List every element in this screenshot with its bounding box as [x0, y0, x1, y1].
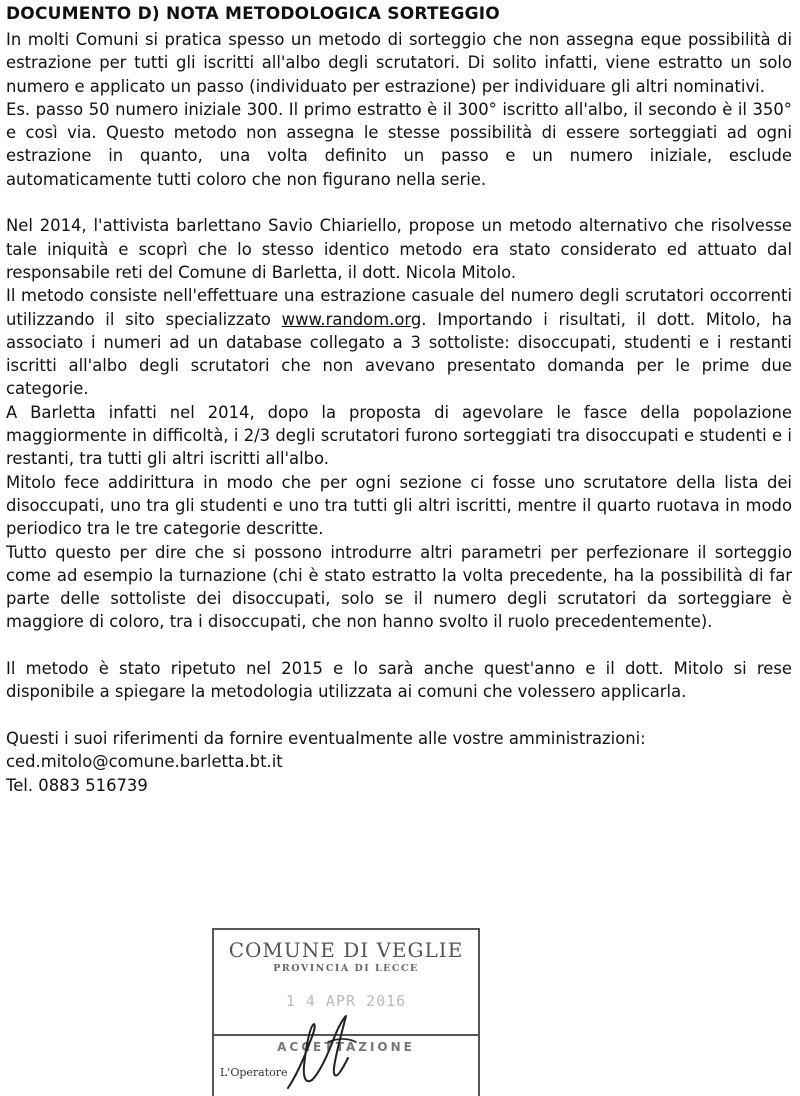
document-title: DOCUMENTO D) NOTA METODOLOGICA SORTEGGIO [6, 4, 500, 24]
document-body [6, 28, 792, 797]
method-text-after: . Importando i risultati, il dott. Mitolo, ha associato i numeri ad un database collegato a 3 sottoliste: disoccupati, studenti e i restanti iscritti all'albo degli scrutatori che non avevano presentato domanda per le prime due categorie. [6, 309, 792, 399]
paragraph-intro: In molti Comuni si pratica spesso un metodo di sorteggio che non assegna eque possibilità di estrazione per tutti gli iscritti all'albo degli scrutatori. Di solito infatti, viene estratto un solo numero e applicato un passo (individuato per estrazione) per individuare gli altri nominativi. [6, 30, 792, 96]
contact-phone: Tel. 0883 516739 [6, 775, 148, 795]
stamp-acceptance: ACCETTAZIONE [277, 1040, 415, 1054]
handwritten-signature [282, 1002, 362, 1094]
paragraph-example: Es. passo 50 numero iniziale 300. Il primo estratto è il 300° iscritto all'albo, il secondo è il 350° e così via. Questo metodo non assegna le stesse possibilità di essere sorteggiati ad ogni estrazione in quanto, una volta definito un passo e un numero iniziale, esclude automaticamente tutti coloro che non figurano nella serie. [6, 99, 792, 189]
paragraph-repeated: Il metodo è stato ripetuto nel 2015 e lo sarà anche quest'anno e il dott. Mitolo si rese disponibile a spiegare la metodologia utilizzata ai comuni che volessero applicarla. [6, 659, 792, 702]
paragraph-barletta-2014: A Barletta infatti nel 2014, dopo la proposta di agevolare le fasce della popolazione maggiormente in difficoltà, i 2/3 degli scrutatori furono sorteggiati tra disoccupati e studenti e i restanti, tra tutti gli altri iscritti all'albo. [6, 402, 792, 469]
stamp-date: 1 4 APR 2016 [285, 992, 407, 1010]
stamp-province: PROVINCIA DI LECCE [273, 963, 419, 974]
paragraph-references: Questi i suoi riferimenti da fornire eventualmente alle vostre amministrazioni: [6, 728, 646, 748]
stamp-operator-label: L'Operatore [220, 1066, 288, 1079]
stamp-office: COMUNE DI VEGLIE [228, 938, 464, 962]
paragraph-sections: Mitolo fece addirittura in modo che per ogni sezione ci fosse uno scrutatore della lista dei disoccupati, uno tra gli studenti e uno tra tutti gli altri iscritti, mentre il quarto ruotava in modo periodico tra le tre categorie descritte. [6, 472, 792, 539]
method-text-before: Il metodo consiste nell'effettuare una estrazione casuale del numero degli scrutatori occorrenti utilizzando il sito specializzato [6, 286, 792, 329]
paragraph-method [6, 284, 792, 400]
random-org-link[interactable]: www.random.org [281, 309, 422, 329]
paragraph-2014-proposal: Nel 2014, l'attivista barlettano Savio Chiariello, propose un metodo alternativo che risolvesse tale iniquità e scoprì che lo stesso identico metodo era stato considerato ed attuato dal responsabile reti del Comune di Barletta, il dott. Nicola Mitolo. [6, 216, 792, 282]
contact-email: ced.mitolo@comune.barletta.bt.it [6, 752, 283, 772]
paragraph-parameters: Tutto questo per dire che si possono introdurre altri parametri per perfezionare il sorteggio come ad esempio la turnazione (chi è stato estratto la volta precedente, ha la possibilità di far parte delle sottoliste dei disoccupati, solo se il numero degli scrutatori da sorteggiare è maggiore di coloro, tra i disoccupati, che non hanno svolto il ruolo precedentemente). [6, 542, 792, 632]
